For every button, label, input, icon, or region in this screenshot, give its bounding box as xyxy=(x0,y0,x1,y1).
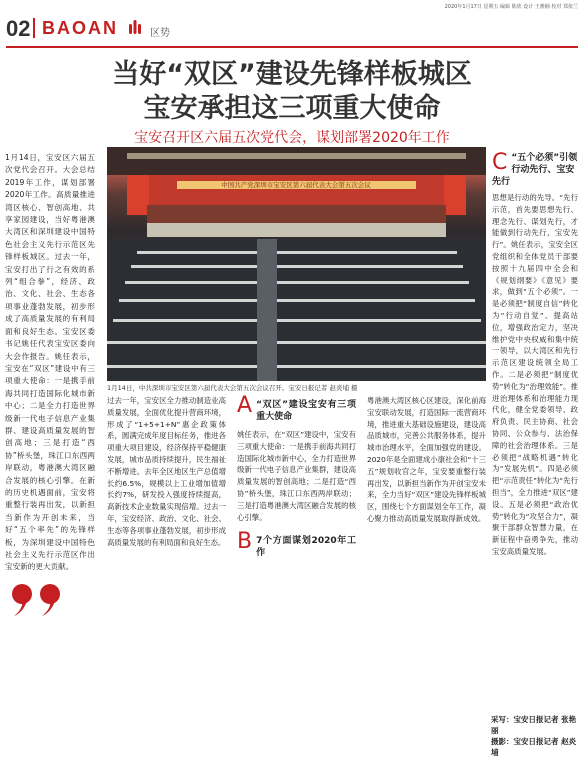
section-letter-b: B xyxy=(237,531,253,555)
handshake-icon xyxy=(128,19,142,35)
subheadline: 宝安召开区六届五次党代会，谋划部署2020年工作 xyxy=(134,130,450,146)
section-b-title: 7个方面谋划2020年工作 xyxy=(256,536,356,559)
section-c-body: 思想是行动的先导。“先行示范，首先要思想先行、理念先行、谋划先行，才能做到行动先行，宝安先行”。姚任表示，宝安全区党组织和全体党员干部要按照十九届四中全会和《规划纲要》《意见》要求，做到“五个必须”。一是必须把“制度自信”转化为“行动自觉”。提高站位，增强政治定力，坚决维护党中央权威和集中统一领导，以大湾区和先行示范区建设统领全局工作。二是必须把“制度优势”转化为“治理效能”。推进治理体系和治理能力现代化，健全党委领导、政府负责、民主协商、社会协同、公众参与、法治保障的社会治理体系。三是必须把“战略机遇”转化为“发展先机”。四是必须把“示范责任”转化为“先行担当”，全力推进“双区”建设。五是必须把“政治优势”转化为“攻坚合力”，凝聚干部群众智慧力量，在新征程中奋勇争先，推动宝安高质量发展。 xyxy=(492,193,578,556)
masthead xyxy=(6,12,578,48)
section-subtitle: 区势 xyxy=(150,28,170,39)
body-column-1 xyxy=(107,395,226,548)
body-column-3 xyxy=(367,395,486,525)
body-column-2 xyxy=(237,395,356,565)
credits xyxy=(491,714,578,758)
conference-hall-illustration xyxy=(107,147,486,381)
section-c-title: “五个必须”引领行动先行、宝安先行 xyxy=(492,153,578,187)
divider xyxy=(33,18,35,38)
credit-writer: 采写：宝安日报记者 张艳丽 xyxy=(491,715,577,735)
right-column xyxy=(492,152,578,558)
top-info-line: 2020年1月17日 星期五 编辑 陈欣 设计 王雅楠 校对 郑依兰 xyxy=(444,4,578,10)
headline xyxy=(4,58,580,126)
page-number: 02 xyxy=(6,16,31,41)
section-name: BAOAN xyxy=(42,18,118,38)
quote-mark-icon xyxy=(10,582,70,618)
sidebar-summary: 1月14日，宝安区六届五次党代会召开。大会总结2019年工作，谋划部署2020年工作。高质量推进湾区核心、智创高地、共享家园建设，当好粤港澳大湾区和深圳建设中国特色社会主义先行示范区先锋样板城区。过去一年，宝安打出了行之有效的系列“组合拳”，经济、政治、文化、社会、生态各项事业蓬勃发展，初步形成了高质量发展的有利局面和良好生态。宝安区委书记姚任代表宝安区委向大会作报告。姚任表示，宝安在“双区”建设中有三项重大使命：一是携手前海共同打造国际化城市新中心；二是全力打造世界级新一代电子信息产业集群、建设高质量发展的智创高地；三是打造“西协”桥头堡，珠江口东西两岸联动，粤港澳大湾区融合发展的核心引擎。在新的历史机遇面前，宝安将重整行装再出发，以新担当新作为开创未来，当好“五个率先”的先锋样板，为深圳建设中国特色社会主义先行示范区作出宝安新的更大贡献。 xyxy=(5,153,95,572)
section-a-title: “双区”建设宝安有三项重大使命 xyxy=(256,400,356,422)
conference-photo xyxy=(107,147,486,381)
section-letter-c: C xyxy=(492,152,508,175)
credit-photographer: 摄影：宝安日报记者 赵炎埔 xyxy=(491,737,577,757)
headline-line-1: 当好“双区”建设先锋样板城区 xyxy=(112,59,472,90)
headline-line-2: 宝安承担这三项重大使命 xyxy=(143,93,441,124)
body-paragraph-2: 姚任表示，在“双区”建设中，宝安有三项重大使命：一是携手前海共同打造国际化城市新中心，全力打造世界级新一代电子信息产业集群，建设高质量发展的智创高地；二是打造“西协”桥头堡，珠江口东西两岸联动；三是打造粤港澳大湾区融合发展的核心引擎。 xyxy=(237,430,356,522)
photo-banner-text: 中国共产党深圳市宝安区第六届代表大会第五次会议 xyxy=(221,181,371,189)
photo-caption: 1月14日，中共深圳市宝安区第六届代表大会第五次会议召开。宝安日报记者 赵炎埔 摄 xyxy=(107,384,358,392)
section-letter-a: A xyxy=(237,395,253,418)
body-paragraph-3: 粤港澳大湾区核心区建设，深化前海宝安联动发展，打造国际一流营商环境，推进重大基础设施建设，建设高品质城市，完善公共服务体系，提升城市治理水平，全面加强党的建设。2020年是全面建成小康社会和“十三五”规划收官之年，宝安要重整行装再出发，以新担当新作为开创宝安未来，全力当好“双区”建设先锋样板城区，围绕七个方面谋划全年工作，凝心聚力推动高质量发展取得新成效。 xyxy=(367,396,486,523)
body-paragraph-1: 过去一年，宝安区全力推动制造业高质量发展，全面优化提升营商环境，形成了“1+5+1+N”惠企政策体系，圆满完成年度目标任务，推进各项重大项目建设，经济保持平稳健康发展，城市品质持续提升，民生福祉不断增进。去年全区地区生产总值增长约6.5%，规模以上工业增加值增长约7%，研发投入强度持续提高，高新技术企业数量实现倍增。过去一年，宝安经济、政治、文化、社会、生态等各项事业蓬勃发展，初步形成高质量发展的有利局面和良好生态。 xyxy=(107,396,226,547)
